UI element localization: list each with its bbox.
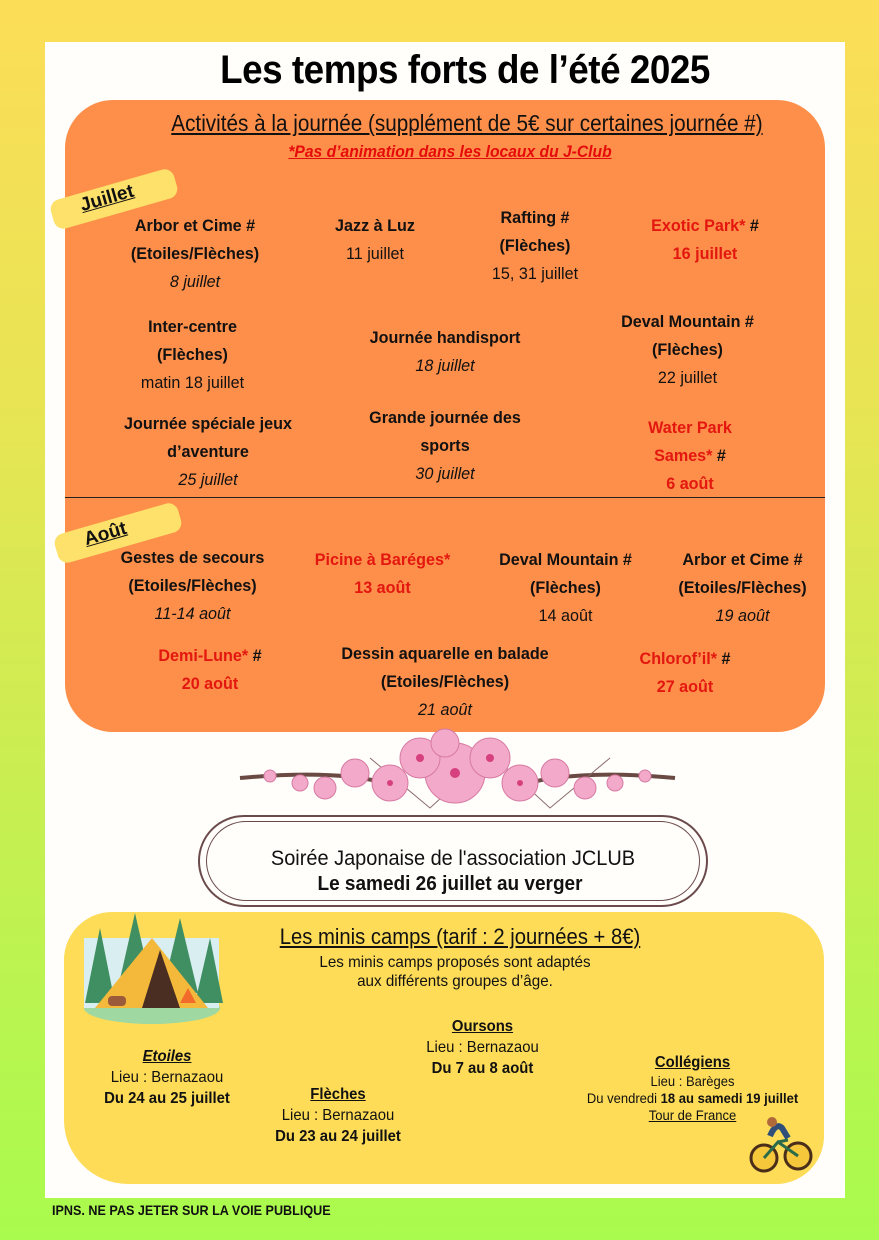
activity-date: 20 août [181,674,239,693]
activity-date: matin 18 juillet [140,373,245,392]
event-date: Le samedi 26 juillet au verger [317,873,583,895]
camp-group-oursons [410,1016,554,1079]
event-title: Soirée Japonaise de l'association JCLUB [270,847,636,870]
activity-item [134,642,286,698]
activity-item [105,544,281,628]
activity-name: sports [420,436,470,455]
activity-item [664,546,821,630]
activity-date: 18 juillet [415,356,475,375]
activity-name: Arbor et Cime # [682,550,803,569]
activity-item [105,212,286,296]
camp-group-dates: 18 au samedi 19 juillet [660,1090,799,1106]
activity-date: 6 août [666,474,714,493]
camp-group-place: Lieu : Bernazaou [426,1039,539,1056]
activity-item [304,212,447,268]
activity-date: 16 juillet [672,244,738,263]
supplement-mark: # [248,646,262,665]
camp-group-dates: Du 23 au 24 juillet [275,1128,401,1145]
activity-date: 21 août [418,700,472,719]
camp-group-fleches [264,1084,413,1147]
camp-group-etoiles [93,1046,242,1109]
activity-group: (Flèches) [530,578,601,597]
activity-name: Exotic Park* [651,216,746,235]
activity-name: Dessin aquarelle en balade [341,644,549,663]
activity-group: (Flèches) [157,345,228,364]
activity-name: Demi-Lune* [158,646,249,665]
camp-group-dates-prefix: Du vendredi [586,1090,661,1106]
activity-date: 13 août [354,578,411,597]
activity-item [464,204,607,288]
supplement-mark: # [712,446,726,465]
mini-camps-description-line: aux différents groupes d’âge. [357,973,553,990]
activity-item [299,546,465,602]
activity-date: 19 août [715,606,770,625]
activity-item [326,640,564,724]
camp-group-place: Lieu : Barèges [650,1073,735,1089]
activity-name: Sames* [654,446,713,465]
activity-item [604,308,770,392]
activity-group: (Flèches) [652,340,723,359]
mini-camps-description [241,953,669,991]
mini-camps-description-line: Les minis camps proposés sont adaptés [319,954,591,971]
activity-name: Jazz à Luz [335,216,415,235]
supplement-mark: # [716,649,731,668]
activity-name: Inter-centre [148,317,237,336]
activity-date: 30 juillet [415,464,475,483]
camp-group-name: Collégiens [654,1054,731,1071]
activity-name: Gestes de secours [120,548,265,567]
activity-name: d’aventure [167,442,249,461]
activity-date: 14 août [538,606,593,625]
activity-date: 8 juillet [169,272,221,291]
activity-date: 22 juillet [657,368,718,387]
mini-camps-title: Les minis camps (tarif : 2 journées + 8€) [279,924,641,949]
tent-camping-icon [80,908,223,1025]
activities-note: *Pas d’animation dans les locaux du J-Club [288,142,612,161]
activity-group: (Etoiles/Flèches) [380,672,510,691]
activity-group: (Etoiles/Flèches) [678,578,807,597]
camp-group-dates: Du 24 au 25 juillet [104,1090,230,1107]
activity-item [104,410,313,494]
activity-name: Journée spéciale jeux [124,414,292,433]
activity-name: Deval Mountain # [499,550,632,569]
activities-heading: Activités à la journée (supplément de 5€ sur certaines journée #) [171,110,763,136]
camp-group-extra: Tour de France [648,1107,737,1123]
camp-group-place: Lieu : Bernazaou [281,1107,395,1124]
camp-group-name: Oursons [451,1018,514,1035]
activity-group: (Flèches) [499,236,571,255]
activity-name: Water Park [648,418,732,437]
activity-date: 25 juillet [178,470,238,489]
activity-item [614,414,766,498]
cyclist-icon [748,1112,814,1174]
activity-item [624,212,786,268]
activity-group: (Etoiles/Flèches) [130,244,260,263]
activity-name: Arbor et Cime # [134,216,256,235]
activity-date: 15, 31 juillet [491,264,579,283]
activity-date: 11 juillet [345,244,405,263]
activity-date: 27 août [656,677,714,696]
activity-item [614,645,757,701]
camp-group-dates: Du 7 au 8 août [431,1060,534,1077]
camp-group-name: Flèches [310,1086,366,1103]
activity-item [345,404,545,488]
camp-group-name: Etoiles [142,1048,192,1065]
page-title: Les temps forts de l’été 2025 [220,48,710,92]
supplement-mark: # [745,216,759,235]
activity-name: Grande journée des [369,408,521,427]
activity-date: 11-14 août [154,604,231,623]
activity-group: (Etoiles/Flèches) [128,576,257,595]
activity-item [105,313,281,397]
camp-group-place: Lieu : Bernazaou [110,1069,224,1086]
activity-name: Rafting # [500,208,570,227]
activity-item [345,324,545,380]
footer-notice: IPNS. NE PAS JETER SUR LA VOIE PUBLIQUE [52,1202,331,1218]
activity-name: Picine à Baréges* [314,550,451,569]
activity-name: Deval Mountain # [621,312,754,331]
month-divider [65,497,825,498]
activity-item [482,546,648,630]
activity-name: Journée handisport [369,328,521,347]
month-tag-label: Août [81,517,130,551]
activity-name: Chlorof’il* [639,649,717,668]
month-tag-label: Juillet [77,180,137,217]
